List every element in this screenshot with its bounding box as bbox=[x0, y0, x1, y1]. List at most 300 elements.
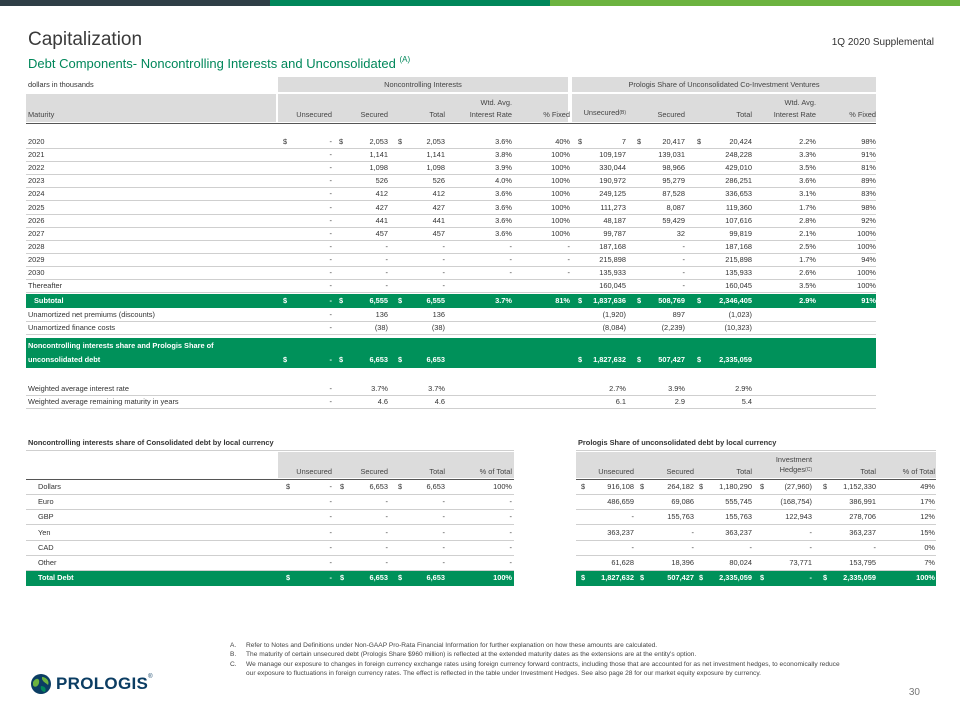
cell-b: - bbox=[691, 527, 694, 537]
row-divider bbox=[26, 187, 876, 188]
dollar-sign: $ bbox=[637, 355, 642, 365]
maturity-header-band bbox=[26, 94, 276, 122]
footnotes bbox=[230, 641, 850, 679]
cell-g: 59,429 bbox=[662, 215, 685, 225]
share-f: 1,827,632 bbox=[593, 355, 626, 365]
cell-d: - bbox=[809, 542, 812, 552]
cell-a: - bbox=[329, 189, 332, 199]
prologis-group-header: Prologis Share of Unconsolidated Co-Investment Ventures bbox=[628, 80, 820, 89]
row-divider bbox=[576, 524, 936, 525]
cell-g: 32 bbox=[676, 228, 685, 238]
row-divider bbox=[26, 494, 514, 495]
nci-unsecured-header: Unsecured bbox=[296, 110, 332, 119]
cell-d: (27,960) bbox=[784, 482, 812, 491]
cell-e: 1,152,330 bbox=[843, 482, 876, 491]
row-divider bbox=[576, 509, 936, 510]
row-divider bbox=[26, 334, 876, 335]
cell-a: - bbox=[329, 482, 332, 491]
cell-d: 3.9% bbox=[495, 163, 512, 173]
prologis-currency-title: Prologis Share of unconsolidated debt by local currency bbox=[578, 438, 777, 447]
nci-fixed-header: % Fixed bbox=[543, 110, 570, 119]
wmat-f: 6.1 bbox=[615, 397, 626, 407]
cell-c: 363,237 bbox=[725, 527, 752, 537]
cell-g: - bbox=[682, 241, 685, 251]
cell-d: 3.6% bbox=[495, 228, 512, 238]
cell-a: - bbox=[329, 558, 332, 567]
note-b-marker: (B) bbox=[619, 110, 626, 116]
share-c: 6,653 bbox=[426, 355, 445, 365]
cell-d: 3.6% bbox=[495, 202, 512, 212]
cell-a: - bbox=[329, 268, 332, 277]
subtotal-a: - bbox=[329, 296, 332, 306]
row-divider bbox=[26, 524, 514, 525]
total-debt-label: Total Debt bbox=[38, 573, 74, 583]
cell-c: 555,745 bbox=[725, 497, 752, 507]
cell-a: 916,108 bbox=[607, 482, 634, 491]
share-a: - bbox=[329, 355, 332, 365]
row-divider bbox=[576, 494, 936, 495]
cell-a: - bbox=[329, 228, 332, 238]
cell-b: - bbox=[385, 512, 388, 522]
cell-c: 441 bbox=[432, 215, 445, 225]
cell-j: 100% bbox=[857, 281, 876, 291]
nci-cur-total-header: Total bbox=[429, 467, 445, 476]
nci-cur-secured-header: Secured bbox=[360, 467, 388, 476]
cell-g: - bbox=[682, 254, 685, 264]
cell-j: 81% bbox=[861, 163, 876, 173]
cell-b: 457 bbox=[375, 228, 388, 238]
cell-b: 441 bbox=[375, 215, 388, 225]
row-divider bbox=[26, 509, 514, 510]
row-divider bbox=[26, 321, 876, 322]
cell-a: - bbox=[631, 542, 634, 552]
cell-b: 427 bbox=[375, 202, 388, 212]
cell-f: 49% bbox=[920, 482, 935, 491]
currency-name: Dollars bbox=[38, 482, 61, 491]
cell-i: 3.5% bbox=[799, 163, 816, 173]
cell-d: 100% bbox=[493, 482, 512, 491]
row-divider bbox=[26, 540, 514, 541]
cell-g: 95,279 bbox=[662, 176, 685, 186]
cell-j: 83% bbox=[861, 189, 876, 199]
title-rule bbox=[26, 450, 514, 451]
currency-name: Yen bbox=[38, 527, 51, 537]
cell-d: 122,943 bbox=[785, 512, 812, 522]
currency-name: Other bbox=[38, 558, 57, 567]
maturity-col-header: Maturity bbox=[28, 110, 55, 119]
cell-e: 100% bbox=[551, 176, 570, 186]
cell-d: - bbox=[509, 268, 512, 277]
cell-f: 111,273 bbox=[600, 202, 626, 212]
prologis-unsecured-label: Unsecured bbox=[583, 108, 620, 117]
cell-i: 1.7% bbox=[799, 202, 816, 212]
cell-c: - bbox=[442, 497, 445, 507]
row-divider bbox=[26, 266, 876, 267]
cell-a: - bbox=[329, 254, 332, 264]
cell-j: 94% bbox=[861, 254, 876, 264]
total-b: 6,653 bbox=[369, 573, 388, 583]
dollar-sign: $ bbox=[283, 137, 288, 146]
total-d: - bbox=[809, 573, 812, 583]
cell-d: 3.6% bbox=[495, 137, 512, 146]
total-b: 507,427 bbox=[667, 573, 694, 583]
cell-j: 100% bbox=[857, 228, 876, 238]
dollar-sign: $ bbox=[578, 296, 583, 306]
wmat-c: 4.6 bbox=[434, 397, 445, 407]
cell-c: - bbox=[442, 542, 445, 552]
cell-e: 40% bbox=[555, 137, 570, 146]
dollar-sign: $ bbox=[640, 482, 645, 491]
dollar-sign: $ bbox=[286, 573, 291, 583]
cell-b: 2,053 bbox=[369, 137, 388, 146]
cell-d: - bbox=[509, 497, 512, 507]
cell-h: 119,360 bbox=[725, 202, 752, 212]
nci-secured-header: Secured bbox=[360, 110, 388, 119]
dollar-sign: $ bbox=[760, 482, 765, 491]
cell-b: - bbox=[385, 281, 388, 291]
maturity-year: 2023 bbox=[28, 176, 45, 186]
premiums-h: (1,023) bbox=[728, 310, 752, 320]
prologis-logo bbox=[30, 673, 153, 695]
wrate-h: 2.9% bbox=[735, 384, 752, 394]
maturity-year: 2027 bbox=[28, 228, 45, 238]
dollar-sign: $ bbox=[340, 482, 345, 491]
wmat-label: Weighted average remaining maturity in years bbox=[28, 397, 179, 407]
cell-f: 99,787 bbox=[603, 228, 626, 238]
cell-b: - bbox=[385, 254, 388, 264]
cell-e: 278,706 bbox=[849, 512, 876, 522]
premiums-label: Unamortized net premiums (discounts) bbox=[28, 310, 155, 320]
cell-d: 3.6% bbox=[495, 189, 512, 199]
wmat-b: 4.6 bbox=[377, 397, 388, 407]
dollar-sign: $ bbox=[699, 482, 704, 491]
cell-j: 91% bbox=[861, 150, 876, 160]
cell-a: - bbox=[329, 542, 332, 552]
prologis-rate-header-1: Wtd. Avg. bbox=[784, 98, 816, 107]
wmat-h: 5.4 bbox=[741, 397, 752, 407]
cell-b: 6,653 bbox=[369, 482, 388, 491]
logo-wordmark: PROLOGIS® bbox=[56, 674, 153, 693]
cell-f: 17% bbox=[920, 497, 935, 507]
cell-f: 187,168 bbox=[599, 241, 626, 251]
cell-h: 429,010 bbox=[725, 163, 752, 173]
subtotal-d: 3.7% bbox=[495, 296, 512, 306]
cell-f: 48,187 bbox=[603, 215, 626, 225]
prologis-total-header: Total bbox=[736, 110, 752, 119]
maturity-year: Thereafter bbox=[28, 281, 63, 291]
cell-b: - bbox=[385, 241, 388, 251]
wrate-g: 3.9% bbox=[668, 384, 685, 394]
subtotal-c: 6,555 bbox=[426, 296, 445, 306]
dollar-sign: $ bbox=[283, 296, 288, 306]
cell-f: 0% bbox=[924, 542, 935, 552]
cell-a: - bbox=[329, 176, 332, 186]
cell-c: 6,653 bbox=[426, 482, 445, 491]
cell-b: 412 bbox=[375, 189, 388, 199]
dollar-sign: $ bbox=[339, 137, 344, 146]
wrate-f: 2.7% bbox=[609, 384, 626, 394]
subtotal-g: 508,769 bbox=[658, 296, 685, 306]
cell-g: 87,528 bbox=[662, 189, 685, 199]
cell-f: 215,898 bbox=[599, 254, 626, 264]
total-e: 2,335,059 bbox=[843, 573, 876, 583]
share-label-1: Noncontrolling interests share and Prologis Share of bbox=[28, 341, 214, 351]
cell-b: 69,086 bbox=[671, 497, 694, 507]
cell-b: 526 bbox=[375, 176, 388, 186]
cell-c: - bbox=[442, 281, 445, 291]
cell-b: - bbox=[385, 542, 388, 552]
dollar-sign: $ bbox=[823, 482, 828, 491]
currency-name: CAD bbox=[38, 542, 54, 552]
cell-i: 2.2% bbox=[799, 137, 816, 146]
cell-d: 4.0% bbox=[495, 176, 512, 186]
cell-g: 98,966 bbox=[662, 163, 685, 173]
nci-total-header: Total bbox=[429, 110, 445, 119]
cell-d: - bbox=[509, 241, 512, 251]
finance-f: (8,084) bbox=[602, 323, 626, 333]
units-label: dollars in thousands bbox=[28, 80, 94, 89]
row-divider bbox=[26, 279, 876, 280]
cell-f: 12% bbox=[920, 512, 935, 522]
finance-c: (38) bbox=[431, 323, 445, 333]
row-divider bbox=[26, 395, 876, 396]
cell-b: 1,141 bbox=[369, 150, 388, 160]
cell-c: - bbox=[442, 268, 445, 277]
total-c: 2,335,059 bbox=[719, 573, 752, 583]
dollar-sign: $ bbox=[340, 573, 345, 583]
row-divider bbox=[26, 292, 876, 293]
share-g: 507,427 bbox=[658, 355, 685, 365]
cell-c: 1,141 bbox=[426, 150, 445, 160]
cell-f: 249,125 bbox=[599, 189, 626, 199]
maturity-year: 2026 bbox=[28, 215, 45, 225]
row-divider bbox=[26, 408, 876, 409]
cell-g: 8,087 bbox=[666, 202, 685, 212]
row-divider bbox=[26, 214, 876, 215]
maturity-year: 2021 bbox=[28, 150, 45, 160]
header-rule bbox=[576, 479, 936, 480]
dollar-sign: $ bbox=[823, 573, 828, 583]
cell-c: 412 bbox=[432, 189, 445, 199]
total-f: 100% bbox=[916, 573, 935, 583]
wrate-label: Weighted average interest rate bbox=[28, 384, 129, 394]
maturity-year: 2028 bbox=[28, 241, 45, 251]
nci-rate-header-2: Interest Rate bbox=[469, 110, 512, 119]
wmat-a: - bbox=[329, 397, 332, 407]
supplemental-label: 1Q 2020 Supplemental bbox=[831, 37, 934, 48]
maturity-year: 2025 bbox=[28, 202, 45, 212]
cell-a: - bbox=[329, 215, 332, 225]
finance-b: (38) bbox=[374, 323, 388, 333]
cell-f: 15% bbox=[920, 527, 935, 537]
row-divider bbox=[26, 240, 876, 241]
subtotal-i: 2.9% bbox=[799, 296, 816, 306]
cell-j: 100% bbox=[857, 268, 876, 277]
premiums-b: 136 bbox=[375, 310, 388, 320]
cell-h: 215,898 bbox=[725, 254, 752, 264]
maturity-year: 2029 bbox=[28, 254, 45, 264]
cell-e: 100% bbox=[551, 189, 570, 199]
pl-cur-hedges-header-1: Investment bbox=[775, 455, 812, 464]
dollar-sign: $ bbox=[637, 137, 642, 146]
row-divider bbox=[26, 174, 876, 175]
maturity-year: 2020 bbox=[28, 137, 45, 146]
cell-j: 98% bbox=[861, 137, 876, 146]
maturity-year: 2022 bbox=[28, 163, 45, 173]
dollar-sign: $ bbox=[581, 482, 586, 491]
globe-icon bbox=[30, 673, 52, 695]
cell-i: 2.1% bbox=[799, 228, 816, 238]
wrate-b: 3.7% bbox=[371, 384, 388, 394]
cell-e: 363,237 bbox=[849, 527, 876, 537]
cell-c: - bbox=[442, 254, 445, 264]
currency-name: Euro bbox=[38, 497, 54, 507]
header-rule bbox=[26, 123, 876, 124]
subtotal-b: 6,555 bbox=[369, 296, 388, 306]
cell-d: 73,771 bbox=[789, 558, 812, 567]
title-rule bbox=[576, 450, 936, 451]
cell-b: - bbox=[385, 558, 388, 567]
row-divider bbox=[26, 148, 876, 149]
prologis-fixed-header: % Fixed bbox=[849, 110, 876, 119]
row-divider bbox=[576, 540, 936, 541]
row-divider bbox=[26, 227, 876, 228]
cell-f: 190,972 bbox=[599, 176, 626, 186]
dollar-sign: $ bbox=[697, 296, 702, 306]
row-divider bbox=[26, 200, 876, 201]
dollar-sign: $ bbox=[699, 573, 704, 583]
dollar-sign: $ bbox=[398, 355, 403, 365]
cell-e: 100% bbox=[551, 202, 570, 212]
maturity-year: 2030 bbox=[28, 268, 45, 277]
currency-name: GBP bbox=[38, 512, 54, 522]
footnote-a: A. Refer to Notes and Definitions under Non-GAAP Pro-Rata Financial Information for further explanation on how these amounts are calculated. bbox=[230, 642, 658, 649]
pl-cur-pct-header: % of Total bbox=[902, 467, 935, 476]
cell-g: - bbox=[682, 281, 685, 291]
cell-i: 1.7% bbox=[799, 254, 816, 264]
finance-a: - bbox=[329, 323, 332, 333]
cell-b: - bbox=[385, 527, 388, 537]
cell-c: 1,098 bbox=[426, 163, 445, 173]
cell-h: 160,045 bbox=[725, 281, 752, 291]
cell-i: 3.5% bbox=[799, 281, 816, 291]
cell-d: - bbox=[509, 542, 512, 552]
cell-f: 160,045 bbox=[599, 281, 626, 291]
pl-cur-total2-header: Total bbox=[860, 467, 876, 476]
footnote-c: C. We manage our exposure to changes in foreign currency exchange rates using foreign currency forward contracts, including those that are accounted for as net investment hedges, to economically reduce our exposure to fluctuations in foreign currency rates. The effect is reflected in the table under Investment Hedges. See also page 28 for our market equity exposure by currency. bbox=[230, 660, 840, 678]
cell-d: - bbox=[509, 512, 512, 522]
cell-d: 3.8% bbox=[495, 150, 512, 160]
cell-e: - bbox=[567, 254, 570, 264]
share-b: 6,653 bbox=[369, 355, 388, 365]
cell-a: - bbox=[631, 512, 634, 522]
dollar-sign: $ bbox=[578, 137, 583, 146]
cell-a: - bbox=[329, 497, 332, 507]
cell-j: 98% bbox=[861, 202, 876, 212]
nci-group-header: Noncontrolling Interests bbox=[384, 80, 462, 89]
dollar-sign: $ bbox=[697, 355, 702, 365]
finance-g: (2,239) bbox=[661, 323, 685, 333]
cell-c: 155,763 bbox=[725, 512, 752, 522]
cell-h: 248,228 bbox=[725, 150, 752, 160]
cell-e: - bbox=[567, 241, 570, 251]
share-h: 2,335,059 bbox=[719, 355, 752, 365]
dollar-sign: $ bbox=[760, 573, 765, 583]
cell-a: - bbox=[329, 527, 332, 537]
row-divider bbox=[26, 253, 876, 254]
page-title: Capitalization bbox=[28, 29, 143, 50]
prologis-rate-header-2: Interest Rate bbox=[773, 110, 816, 119]
nci-rate-header-1: Wtd. Avg. bbox=[480, 98, 512, 107]
cell-d: 3.6% bbox=[495, 215, 512, 225]
note-c-marker: (C) bbox=[805, 467, 812, 473]
dollar-sign: $ bbox=[398, 573, 403, 583]
cell-c: 526 bbox=[432, 176, 445, 186]
cell-e: 100% bbox=[551, 215, 570, 225]
subtotal-label: Subtotal bbox=[34, 296, 64, 306]
cell-b: 264,182 bbox=[667, 482, 694, 491]
dollar-sign: $ bbox=[581, 573, 586, 583]
cell-f: 7% bbox=[924, 558, 935, 567]
cell-d: - bbox=[509, 254, 512, 264]
finance-label: Unamortized finance costs bbox=[28, 323, 116, 333]
nci-cur-unsecured-header: Unsecured bbox=[296, 467, 332, 476]
cell-g: - bbox=[682, 268, 685, 277]
cell-c: - bbox=[442, 512, 445, 522]
cell-c: - bbox=[442, 241, 445, 251]
cell-h: 336,653 bbox=[725, 189, 752, 199]
cell-d: (168,754) bbox=[780, 497, 812, 507]
wmat-g: 2.9 bbox=[674, 397, 685, 407]
cell-e: - bbox=[567, 268, 570, 277]
cell-a: - bbox=[329, 202, 332, 212]
cell-b: 1,098 bbox=[369, 163, 388, 173]
cell-a: 363,237 bbox=[607, 527, 634, 537]
premiums-f: (1,920) bbox=[602, 310, 626, 320]
dollar-sign: $ bbox=[640, 573, 645, 583]
dollar-sign: $ bbox=[637, 296, 642, 306]
cell-e: 100% bbox=[551, 228, 570, 238]
dollar-sign: $ bbox=[286, 482, 291, 491]
total-a: 1,827,632 bbox=[601, 573, 634, 583]
cell-a: 61,628 bbox=[611, 558, 634, 567]
cell-c: - bbox=[442, 558, 445, 567]
cell-i: 2.8% bbox=[799, 215, 816, 225]
dollar-sign: $ bbox=[398, 296, 403, 306]
cell-b: 18,396 bbox=[671, 558, 694, 567]
cell-c: 2,053 bbox=[426, 137, 445, 146]
cell-e: 100% bbox=[551, 163, 570, 173]
cell-h: 187,168 bbox=[725, 241, 752, 251]
dollar-sign: $ bbox=[339, 296, 344, 306]
page-subtitle: Debt Components- Noncontrolling Interests and Unconsolidated $^{(A)}$ bbox=[28, 55, 411, 71]
cell-f: 109,197 bbox=[599, 150, 626, 160]
dollar-sign: $ bbox=[578, 355, 583, 365]
subtotal-h: 2,346,405 bbox=[719, 296, 752, 306]
cell-h: 286,251 bbox=[725, 176, 752, 186]
cell-e: - bbox=[873, 542, 876, 552]
hedges-label: Hedges bbox=[779, 465, 806, 474]
cell-i: 3.3% bbox=[799, 150, 816, 160]
cell-c: 1,180,290 bbox=[719, 482, 752, 491]
total-c: 6,653 bbox=[426, 573, 445, 583]
cell-a: - bbox=[329, 150, 332, 160]
cell-c: - bbox=[442, 527, 445, 537]
cell-e: 153,795 bbox=[849, 558, 876, 567]
cell-i: 2.5% bbox=[799, 241, 816, 251]
cell-a: - bbox=[329, 163, 332, 173]
cell-e: 386,991 bbox=[849, 497, 876, 507]
